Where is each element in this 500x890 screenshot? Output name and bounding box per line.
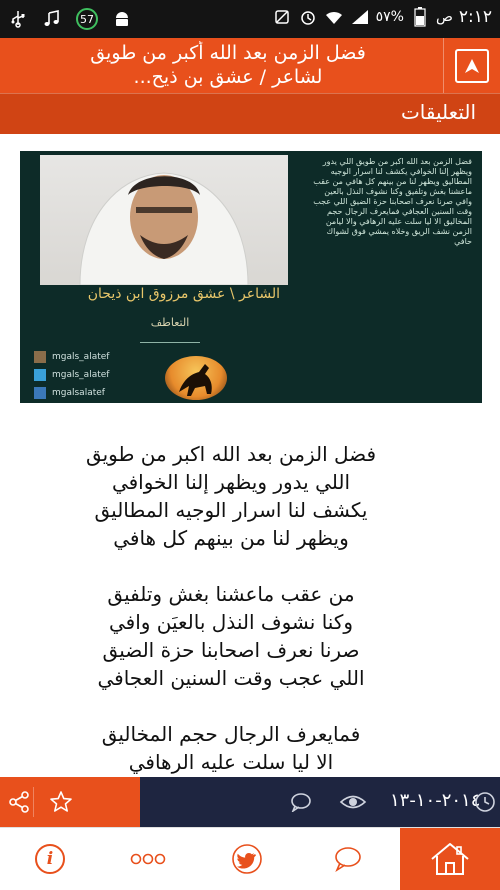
clock: ٢:١٢ [458, 7, 492, 27]
more-button[interactable] [123, 828, 173, 890]
favorite-button[interactable] [48, 789, 74, 815]
logo: التعاطف [140, 316, 200, 343]
mute-icon [272, 7, 292, 27]
music-icon [42, 9, 62, 29]
twitter-button[interactable] [222, 828, 272, 890]
clock-icon [472, 789, 498, 815]
social-handle: mgals_alatef [52, 370, 110, 380]
article-title [18, 41, 438, 89]
poem-line: ويظهر لنا من بينهم كل هافي [113, 526, 349, 550]
alarm-icon [298, 7, 318, 27]
share-icon [8, 791, 30, 813]
more-icon [130, 853, 166, 865]
comment-icon [333, 846, 363, 872]
instagram-icon [34, 351, 46, 363]
android-icon [112, 9, 132, 29]
article-image[interactable] [20, 151, 482, 403]
comments-bar[interactable] [0, 93, 500, 134]
usb-icon [8, 9, 28, 29]
poem-line: فضل الزمن بعد الله اكبر من طويق [85, 442, 377, 466]
image-social-list [34, 351, 109, 403]
share-button[interactable] [6, 789, 32, 815]
horse-seal [165, 356, 227, 400]
poem-line: الا ليا سلت عليه الرهافي [128, 750, 334, 774]
poet-photo [40, 155, 288, 285]
signal-icon [350, 7, 370, 27]
social-handle: mgals_alatef [52, 352, 110, 362]
poem-line: اللي يدور ويظهر إلنا الخوافي [111, 470, 351, 494]
poem-line: صرنا نعرف اصحابنا حزة الضيق [102, 638, 360, 662]
bottom-nav [0, 827, 500, 890]
poem-line: اللي عجب وقت السنين العجافي [97, 666, 365, 690]
article-title-line1: فضل الزمن بعد الله أكبر من طويق [90, 42, 366, 64]
facebook-icon [34, 387, 46, 399]
home-icon [428, 841, 472, 877]
comments-icon[interactable] [288, 789, 314, 815]
arrow-up-icon [455, 49, 489, 83]
poem-line: من عقب ماعشنا بغش وتلفيق [107, 582, 355, 606]
stanza [40, 580, 422, 692]
scroll-up-button[interactable] [443, 38, 500, 93]
status-bar [0, 0, 500, 38]
poem-line: وكنا نشوف النذل بالعيَن وافي [108, 610, 354, 634]
poem-line: يكشف لنا اسرار الوجيه المطاليق [94, 498, 368, 522]
battery-percent: ٥٧% [375, 9, 404, 25]
poem-line: فمايعرف الرجال حجم المخاليق [101, 722, 361, 746]
home-button[interactable] [400, 828, 500, 890]
comments-title: التعليقات [400, 100, 476, 124]
social-handle: mgalsalatef [52, 388, 105, 398]
twitter-icon [34, 369, 46, 381]
article-date: ٢٠١٤-١٠-١٣ [390, 790, 481, 811]
battery-icon [410, 7, 430, 27]
stanza [40, 440, 422, 552]
image-poem-text: فضل الزمن بعد الله اكبر من طويق اللي يدور ويظهر إلنا الخوافي يكشف لنا اسرار الوجيه المطاليق ويظهر لنا من بينهم كل هافي من عقب ماعشنا بغش وتلفيق وكنا نشوف النذل بالعين وافي صرنا نعرف اصحابنا حزة الضيق اللي عجب وقت السنين العجافي فمايعرف الرجال حجم المخاليق الا ليا سلت عليه الرهافي والا ليامن الزمن نشف الريق وخلاه يمشي فوق لشواك حافي [313, 157, 472, 246]
notification-badge: 57 [76, 8, 98, 30]
comment-button[interactable] [323, 828, 373, 890]
app-header [0, 38, 500, 93]
image-caption: الشاعر \ عشق مرزوق ابن ذيحان [87, 286, 280, 302]
wifi-icon [324, 7, 344, 27]
meta-info [140, 777, 500, 827]
article-meta-bar [0, 777, 500, 827]
am-pm: ص [435, 9, 453, 25]
article-title-line2: لشاعر / عشق بن ذيح... [133, 66, 323, 88]
views-icon [338, 789, 368, 815]
star-icon [49, 790, 73, 814]
info-icon: i [35, 844, 65, 874]
twitter-icon [231, 843, 263, 875]
info-button[interactable] [25, 828, 75, 890]
